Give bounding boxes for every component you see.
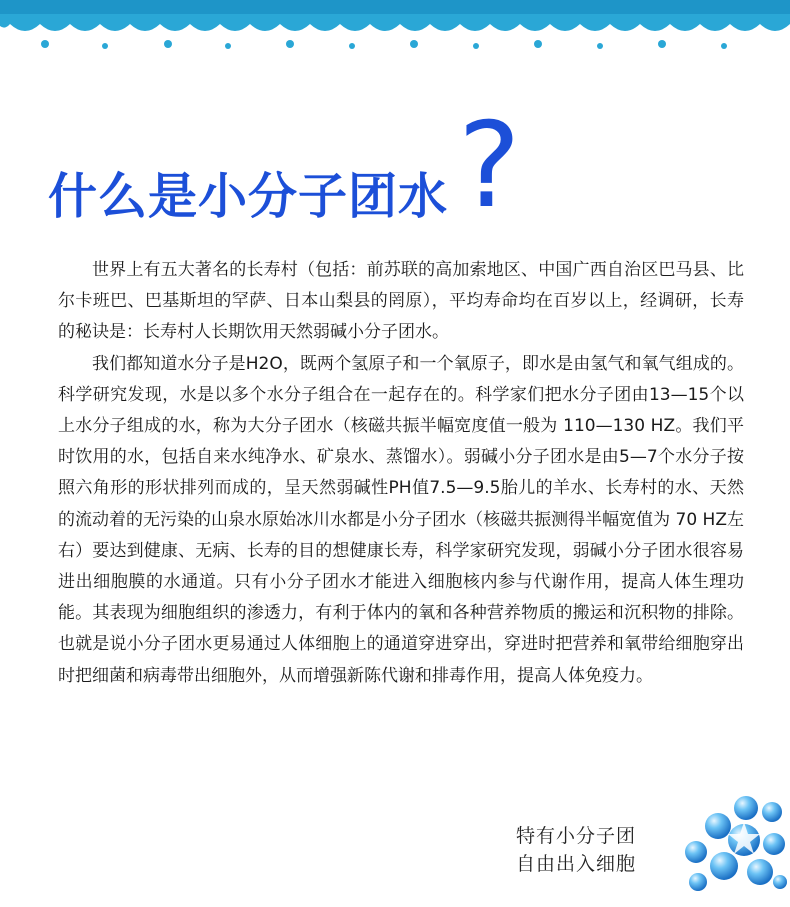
title-row [48,96,748,234]
paragraph-1: 世界上有五大著名的长寿村（包括：前苏联的高加索地区、中国广西自治区巴马县、比尔卡班巴、巴基斯坦的罕萨、日本山梨县的罔原），平均寿命均在百岁以上，经调研，长寿的秘诀是：长寿村人长期饮用天然弱碱小分子团水。 [58,260,744,343]
caption-line-1: 特有小分子团 [516,825,637,847]
caption [516,822,636,878]
water-molecule-bubbles-icon [678,794,788,894]
question-mark-icon: ? [458,96,521,234]
page-title: 什么是小分子团水 [48,168,449,225]
caption-line-2: 自由出入细胞 [516,853,637,875]
paragraph-2: 我们都知道水分子是H2O，既两个氢原子和一个氧原子，即水是由氢气和氧气组成的。科学研究发现，水是以多个水分子组合在一起存在的。科学家们把水分子团由13—15个以上水分子组成的水，称为大分子团水（核磁共振半幅宽度值一般为 110—130 HZ。我们平时饮用的水，包括自来水纯净水、矿泉水、蒸馏水）。弱碱小分子团水是由5—7个水分子按照六角形的形状排列而成的，呈天然弱碱性PH值7.5—9.5胎儿的羊水、长寿村的水、天然的流动着的无污染的山泉水原始冰川水都是小分子团水（核磁共振测得半幅宽值为 70 HZ左右）要达到健康、无病、长寿的目的想健康长寿，科学家研究发现，弱碱小分子团水很容易进出细胞膜的水通道。只有小分子团水才能进入细胞核内参与代谢作用，提高人体生理功能。其表现为细胞组织的渗透力，有利于体内的氧和各种营养物质的搬运和沉积物的排除。也就是说小分子团水更易通过人体细胞上的通道穿进穿出，穿进时把营养和氧带给细胞穿出时把细菌和病毒带出细胞外，从而增强新陈代谢和排毒作用，提高人体免疫力。 [58,353,744,686]
article-body [58,255,744,692]
wave-header-decoration [0,0,790,60]
